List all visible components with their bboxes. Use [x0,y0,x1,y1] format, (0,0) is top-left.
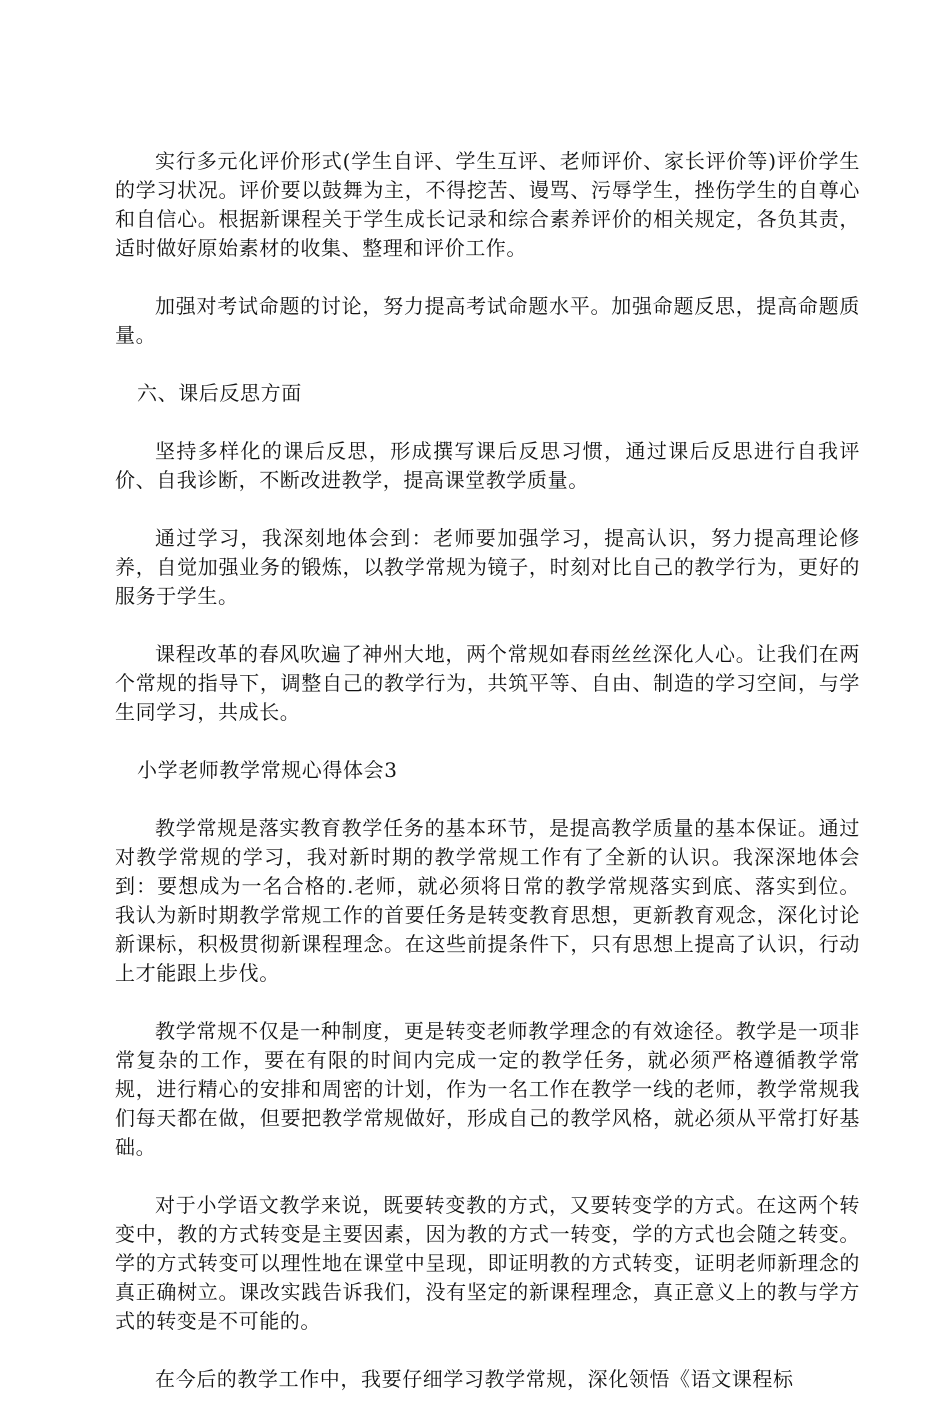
paragraph-exam-questions: 加强对考试命题的讨论，努力提高考试命题水平。加强命题反思，提高命题质量。 [115,294,860,347]
paragraph-chinese-teaching: 对于小学语文教学来说，既要转变教的方式，又要转变学的方式。在这两个转变中，教的方式转变是主要因素，因为教的方式一转变，学的方式也会随之转变。学的方式转变可以理性地在课堂中呈现，即证明教的方式转变，证明老师新理念的真正确树立。课改实践告诉我们，没有坚定的新课程理念，真正意义上的教与学方式的转变是不可能的。 [115,1193,860,1333]
paragraph-routine-as-system: 教学常规不仅是一种制度，更是转变老师教学理念的有效途径。教学是一项非常复杂的工作，要在有限的时间内完成一定的教学任务，就必须严格遵循教学常规，进行精心的安排和周密的计划，作为一名工作在教学一线的老师，教学常规我们每天都在做，但要把教学常规做好，形成自己的教学风格，就必须从平常打好基础。 [115,1019,860,1159]
paragraph-teaching-routine: 教学常规是落实教育教学任务的基本环节，是提高教学质量的基本保证。通过对教学常规的学习，我对新时期的教学常规工作有了全新的认识。我深深地体会到：要想成为一名合格的.老师，就必须将日常的教学常规落实到底、落实到位。我认为新时期教学常规工作的首要任务是转变教育思想，更新教育观念，深化讨论新课标，积极贯彻新课程理念。在这些前提条件下，只有思想上提高了认识，行动上才能跟上步伐。 [115,816,860,985]
paragraph-future-work: 在今后的教学工作中，我要仔细学习教学常规，深化领悟《语文课程标 [155,1367,794,1391]
paragraph-learning-insight: 通过学习，我深刻地体会到：老师要加强学习，提高认识，努力提高理论修养，自觉加强业务的锻炼，以教学常规为镜子，时刻对比自己的教学行为，更好的服务于学生。 [115,526,860,608]
paragraph-curriculum-reform: 课程改革的春风吹遍了神州大地，两个常规如春雨丝丝深化人心。让我们在两个常规的指导下，调整自己的教学行为，共筑平等、自由、制造的学习空间，与学生同学习，共成长。 [115,642,860,724]
article-title-3: 小学老师教学常规心得体会3 [137,758,398,782]
section-heading-reflection: 六、课后反思方面 [137,381,302,405]
paragraph-post-class-reflection: 坚持多样化的课后反思，形成撰写课后反思习惯，通过课后反思进行自我评价、自我诊断，不断改进教学，提高课堂教学质量。 [115,439,860,492]
document-body [115,147,860,1423]
paragraph-evaluation: 实行多元化评价形式(学生自评、学生互评、老师评价、家长评价等)评价学生的学习状况。评价要以鼓舞为主，不得挖苦、谩骂、污辱学生，挫伤学生的自尊心和自信心。根据新课程关于学生成长记录和综合素养评价的相关规定，各负其责，适时做好原始素材的收集、整理和评价工作。 [115,149,860,260]
